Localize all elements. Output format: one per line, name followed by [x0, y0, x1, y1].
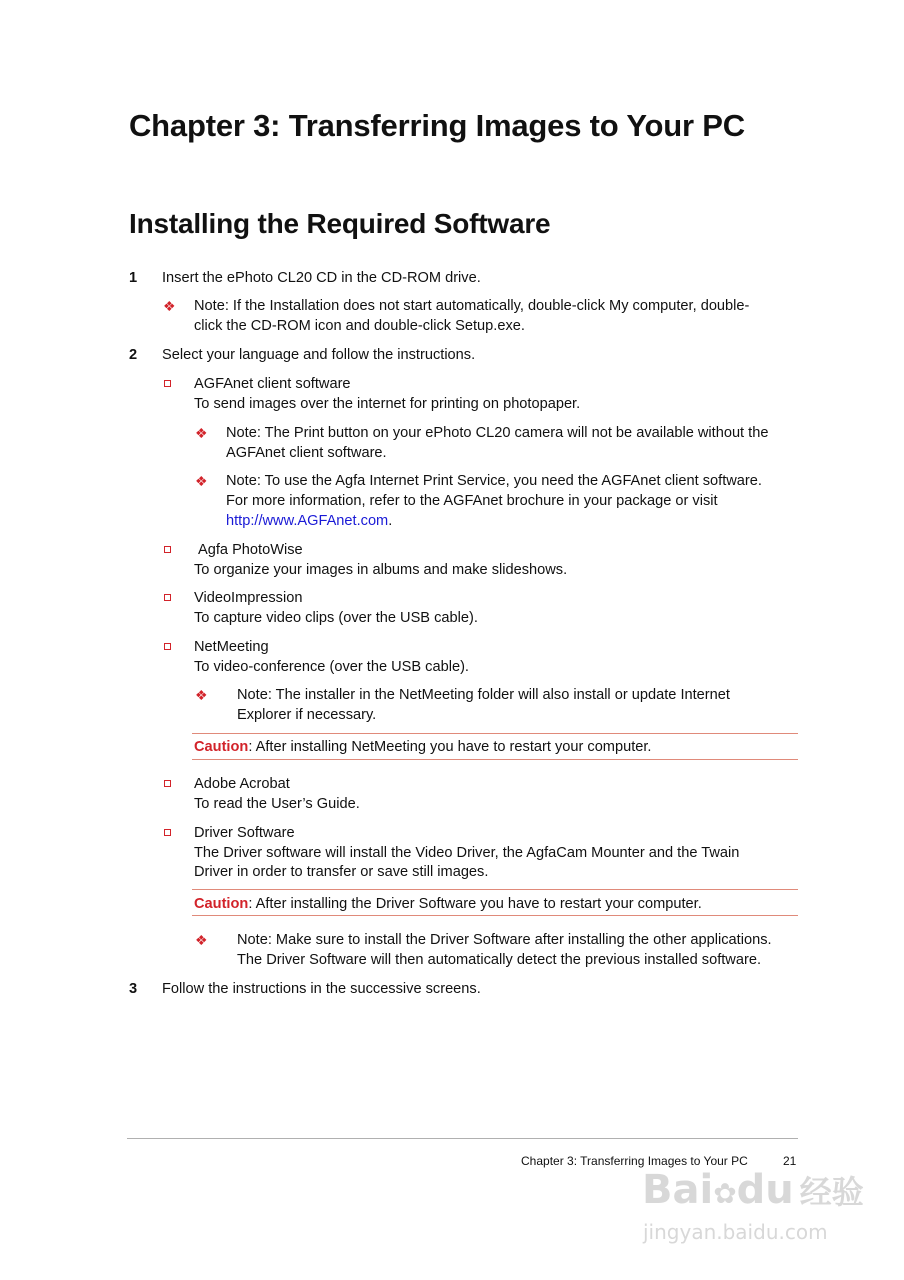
caution-text: : After installing NetMeeting you have to restart your computer. [248, 739, 652, 755]
note-text: Explorer if necessary. [237, 707, 377, 723]
note-text: For more information, refer to the AGFAnet brochure in your package or visit [226, 493, 718, 509]
section-title: Installing the Required Software [129, 208, 551, 239]
caution-rule-bottom [192, 915, 798, 916]
link-trailing-period: . [388, 513, 393, 529]
item-desc-netmeeting: To video-conference (over the USB cable). [194, 659, 469, 675]
watermark-logo [642, 1166, 864, 1218]
note-text: AGFAnet client software. [226, 445, 387, 461]
agfanet-link[interactable]: http://www.AGFAnet.com [226, 513, 389, 529]
watermark-url: jingyan.baidu.com [643, 1220, 828, 1244]
step-number-3: 3 [129, 981, 138, 997]
caution-netmeeting [194, 737, 651, 757]
item-desc-driver: The Driver software will install the Video Driver, the AgfaCam Mounter and the Twain [194, 845, 740, 861]
step-text-1: Insert the ePhoto CL20 CD in the CD-ROM drive. [162, 270, 481, 286]
diamond-bullet-icon: ❖ [195, 473, 208, 489]
note-link-line [226, 511, 392, 531]
note-text: The Driver Software will then automatically detect the previous installed software. [237, 952, 761, 968]
square-bullet-icon [164, 380, 171, 387]
item-desc-photowise: To organize your images in albums and make slideshows. [194, 562, 568, 578]
note-text: Note: The installer in the NetMeeting folder will also install or update Internet [237, 687, 730, 703]
caution-driver [194, 894, 702, 914]
note-text: Note: The Print button on your ePhoto CL20 camera will not be available without the [226, 425, 769, 441]
square-bullet-icon [164, 546, 171, 553]
item-title-photowise: Agfa PhotoWise [198, 542, 303, 558]
note-text: Note: To use the Agfa Internet Print Service, you need the AGFAnet client software. [226, 473, 762, 489]
square-bullet-icon [164, 780, 171, 787]
caution-rule-top [192, 889, 798, 890]
item-title-driver: Driver Software [194, 825, 295, 841]
item-desc-videoimpression: To capture video clips (over the USB cable). [194, 610, 478, 626]
footer-rule [127, 1138, 798, 1139]
square-bullet-icon [164, 829, 171, 836]
item-title-videoimpression: VideoImpression [194, 590, 303, 606]
caution-rule-top [192, 733, 798, 734]
note-text: Note: If the Installation does not start automatically, double-click My computer, double- [194, 298, 750, 314]
item-desc-acrobat: To read the User’s Guide. [194, 796, 360, 812]
watermark-brand-cn: 经验 [799, 1173, 864, 1211]
item-desc-agfanet: To send images over the internet for printing on photopaper. [194, 396, 581, 412]
watermark-brand: Bai [642, 1167, 714, 1213]
step-text-3: Follow the instructions in the successive screens. [162, 981, 481, 997]
paw-icon: ✿ [713, 1177, 737, 1210]
item-desc-driver: Driver in order to transfer or save still images. [194, 864, 489, 880]
item-title-acrobat: Adobe Acrobat [194, 776, 290, 792]
note-text: Note: Make sure to install the Driver Software after installing the other applications. [237, 932, 772, 948]
chapter-title: Chapter 3: Transferring Images to Your PC [129, 108, 745, 143]
step-text-2: Select your language and follow the instructions. [162, 347, 476, 363]
caution-rule-bottom [192, 759, 798, 760]
diamond-bullet-icon: ❖ [163, 298, 176, 314]
square-bullet-icon [164, 594, 171, 601]
square-bullet-icon [164, 643, 171, 650]
watermark-brand-2: du [736, 1167, 794, 1213]
step-number-2: 2 [129, 347, 138, 363]
caution-label: Caution [194, 739, 249, 755]
item-title-agfanet: AGFAnet client software [194, 376, 351, 392]
page-number: 21 [783, 1154, 797, 1168]
diamond-bullet-icon: ❖ [195, 687, 208, 703]
caution-label: Caution [194, 896, 249, 912]
caution-text: : After installing the Driver Software you have to restart your computer. [248, 896, 702, 912]
diamond-bullet-icon: ❖ [195, 932, 208, 948]
diamond-bullet-icon: ❖ [195, 425, 208, 441]
footer-running-title: Chapter 3: Transferring Images to Your PC [521, 1154, 748, 1168]
note-text: click the CD-ROM icon and double-click Setup.exe. [194, 318, 525, 334]
item-title-netmeeting: NetMeeting [194, 639, 269, 655]
step-number-1: 1 [129, 270, 138, 286]
